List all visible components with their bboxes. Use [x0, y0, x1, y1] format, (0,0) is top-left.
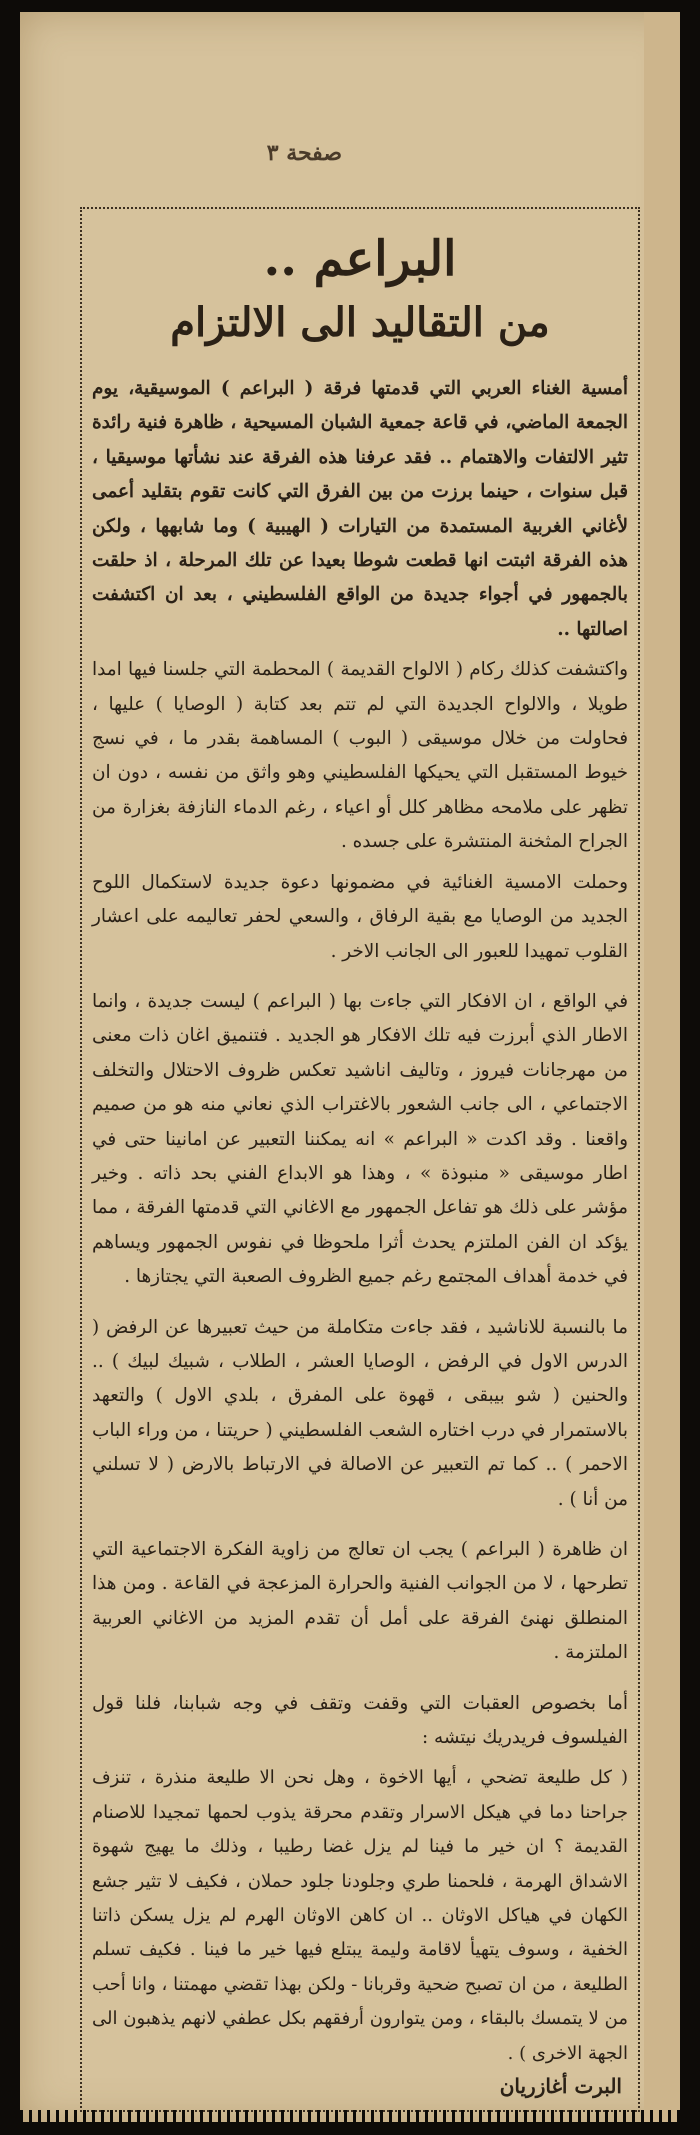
- paragraph: ان ظاهرة ( البراعم ) يجب ان تعالج من زاوية الفكرة الاجتماعية التي تطرحها ، لا من الجوانب الفنية والحرارة المزعجة في القاعة . ومن هذا المنطلق نهنئ الفرقة على أمل أن تقدم المزيد من الاغاني العربية الملتزمة .: [92, 1539, 628, 1664]
- article-frame: [80, 207, 640, 2112]
- divider: [92, 975, 628, 985]
- divider: [92, 1677, 628, 1687]
- headline: البراعم ..: [263, 231, 457, 287]
- divider: [92, 1523, 628, 1533]
- torn-edge: [644, 12, 680, 2122]
- subheadline: من التقاليد الى الالتزام: [170, 299, 550, 346]
- newspaper-clipping: [20, 12, 680, 2122]
- divider: [92, 1301, 628, 1311]
- page-number: صفحة ٣: [266, 140, 342, 166]
- paragraph: في الواقع ، ان الافكار التي جاءت بها ( البراعم ) ليست جديدة ، وانما الاطار الذي أبرزت فيه تلك الافكار هو الجديد . فتنميق اغان ذات معنى من مهرجانات فيروز ، وتاليف اناشيد تعكس ظروف الاحتلال والتخلف الاجتماعي ، الى جانب الشعور بالاغتراب الذي نعاني منه هو من صميم واقعنا . وقد اكدت « البراعم » انه يمكننا التعبير عن امانينا حتى في اطار موسيقى « منبوذة » ، وهذا هو الابداع الفني بحد ذاته . وخير مؤشر على ذلك هو تفاعل الجمهور مع الاغاني التي قدمتها الفرقة ، مما يؤكد ان الفن الملتزم يحدث أثرا ملحوظا في نفوس الجمهور ويساهم في خدمة أهداف المجتمع رغم جميع الظروف الصعبة التي يجتازها .: [92, 990, 628, 1288]
- paragraph: أما بخصوص العقبات التي وقفت وتقف في وجه شبابنا، فلنا قول الفيلسوف فريدريك نيتشه :: [92, 1692, 628, 1749]
- paragraph: وحملت الامسية الغنائية في مضمونها دعوة جديدة لاستكمال اللوح الجديد من الوصايا مع بقية الرفاق ، والسعي لحفر تعاليمه على اعشار القلوب تمهيدا للعبور الى الجانب الاخر .: [92, 871, 628, 962]
- author-signature: البرت أغازريان: [499, 2074, 622, 2098]
- quote-paragraph: ( كل طليعة تضحي ، أيها الاخوة ، وهل نحن الا طليعة منذرة ، تنزف جراحنا دما في هيكل الاسرار وتقدم محرقة يذوب لحمها تمجيدا للاصنام القديمة ؟ ان خير ما فينا لم يزل غضا رطيبا ، وذلك ما يهيج شهوة الاشداق الهرمة ، فلحمنا طري وجلودنا جلود حملان ، فكيف لا تثير جشع الكهان في هياكل الاوثان .. ان كاهن الاوثان الهرم لم يزل يسكن ذاتنا الخفية ، وسوف يتهيأ لاقامة وليمة يبتلع فيها خير ما فينا . فكيف تسلم الطليعة ، من ان تصبح ضحية وقربانا - ولكن بهذا تقضي مهمتنا ، وانا أحب من لا يتمسك بالبقاء ، ومن يتوارون أرفقهم بكل عطفي لانهم يذهبون الى الجهة الاخرى ) .: [92, 1767, 628, 2064]
- perforated-edge: [20, 2110, 680, 2124]
- paragraph: واكتشفت كذلك ركام ( الالواح القديمة ) المحطمة التي جلسنا فيها امدا طويلا ، والالواح الجديدة التي لم تتم بعد كتابة ( الوصايا ) عليها ، فحاولت من خلال موسيقى ( البوب ) المساهمة بقدر ما ، في نسج خيوط المستقبل التي يحيكها الفلسطيني وهو واثق من نفسه ، دون ان تظهر على ملامحه مظاهر كلل أو اعياء ، رغم الدماء النازفة بغزارة من الجراح المثخنة المنتشرة على جسده .: [92, 659, 628, 853]
- paragraph: ما بالنسبة للاناشيد ، فقد جاءت متكاملة من حيث تعبيرها عن الرفض ( الدرس الاول في الرفض ، الوصايا العشر ، الطلاب ، شبيك لبيك ) .. والحنين ( شو بيبقى ، قهوة على المفرق ، بلدي الاول ) والتعهد بالاستمرار في درب اختاره الشعب الفلسطيني ( حريتنا ، من وراء الباب الاحمر ) .. كما تم التعبير عن الاصالة في الارتباط بالارض ( لا تسلني من أنا ) .: [92, 1316, 628, 1510]
- paragraph: أمسية الغناء العربي التي قدمتها فرقة ( البراعم ) الموسيقية، يوم الجمعة الماضي، في قاعة جمعية الشبان المسيحية ، ظاهرة فنية رائدة تثير الالتفات والاهتمام .. فقد عرفنا هذه الفرقة عند نشأتها موسيقيا ، قبل سنوات ، حينما برزت من بين الفرق التي كانت تقوم بتقليد أعمى لأغاني الغربية المستمدة من التيارات ( الهيبية ) وما شابهها ، ولكن هذه الفرقة اثبتت انها قطعت شوطا بعيدا عن تلك المرحلة ، اذ حلقت بالجمهور في أجواء جديدة من الواقع الفلسطيني ، بعد ان اكتشفت اصالتها ..: [92, 378, 628, 640]
